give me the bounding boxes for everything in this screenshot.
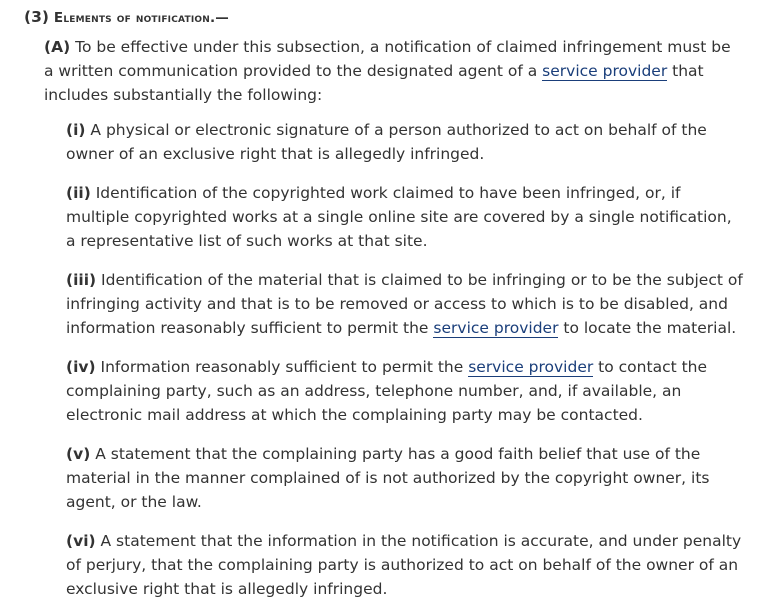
section-heading — [24, 6, 744, 29]
subparagraph-iv-text-before: Information reasonably sufficient to permit the — [100, 358, 464, 376]
section-number: (3) — [24, 8, 49, 26]
subparagraph-vi — [66, 529, 744, 601]
subparagraph-v — [66, 442, 744, 514]
subparagraph-i — [66, 118, 744, 166]
subparagraph-v-text: A statement that the complaining party has a good faith belief that use of the material in the manner complained of is not authorized by the copyright owner, its agent, or the law. — [66, 445, 710, 511]
service-provider-link[interactable]: service provider — [468, 358, 594, 376]
subparagraph-iii — [66, 268, 744, 340]
subparagraph-iii-text-after: to locate the material. — [563, 319, 737, 337]
service-provider-link[interactable]: service provider — [542, 62, 668, 80]
subparagraph-vi-label: (vi) — [66, 532, 96, 550]
subparagraph-iii-label: (iii) — [66, 271, 97, 289]
paragraph-a-text-after: that includes substantially the following: — [44, 62, 704, 104]
subparagraph-v-label: (v) — [66, 445, 91, 463]
subparagraph-i-label: (i) — [66, 121, 86, 139]
subparagraph-iv-text-after: to contact the complaining party, such as an address, telephone number, and, if available, an electronic mail address at which the complaining party may be contacted. — [66, 358, 708, 424]
subparagraph-i-text: A physical or electronic signature of a person authorized to act on behalf of the owner of an exclusive right that is allegedly infringed. — [66, 121, 707, 163]
service-provider-link[interactable]: service provider — [433, 319, 559, 337]
subparagraph-iii-text-before: Identification of the material that is claimed to be infringing or to be the subject of infringing activity and that is to be removed or access to which is to be disabled, and information reasonably sufficient to permit the — [66, 271, 743, 337]
subparagraph-ii — [66, 181, 744, 253]
paragraph-a — [44, 35, 744, 107]
paragraph-a-label: (A) — [44, 38, 71, 56]
section-title: Elements of notification.— — [53, 10, 229, 26]
subparagraph-vi-text: A statement that the information in the notification is accurate, and under penalty of perjury, that the complaining party is authorized to act on behalf of the owner of an exclusive right that is allegedly infringed. — [66, 532, 742, 598]
subparagraph-iv-label: (iv) — [66, 358, 96, 376]
subparagraph-iv — [66, 355, 744, 427]
paragraph-a-text-before: To be effective under this subsection, a notification of claimed infringement must be a written communication provided to the designated agent of a — [44, 38, 731, 80]
subparagraph-ii-label: (ii) — [66, 184, 91, 202]
subparagraph-ii-text: Identification of the copyrighted work claimed to have been infringed, or, if multiple copyrighted works at a single online site are covered by a single notification, a representative list of such works at that site. — [66, 184, 732, 250]
